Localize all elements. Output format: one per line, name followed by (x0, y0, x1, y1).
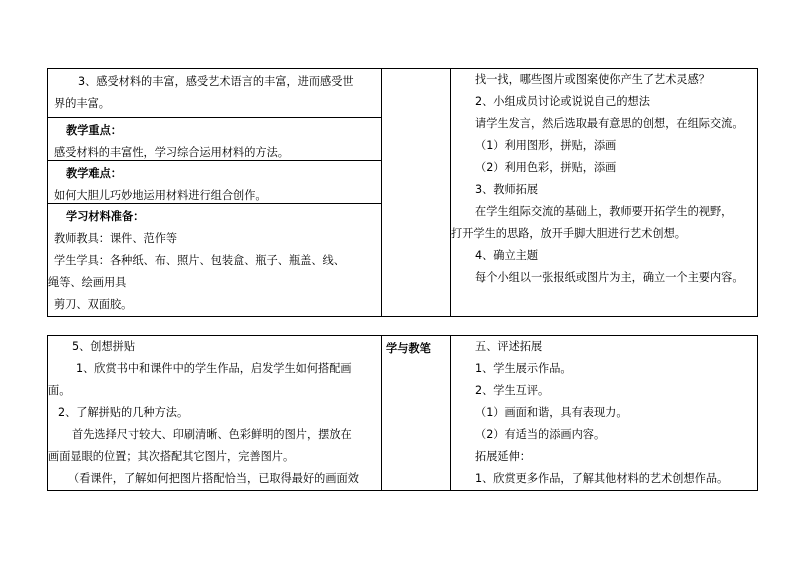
lesson-table-top (47, 68, 758, 317)
text-line: （1）画面和谐，具有表现力。 (475, 406, 628, 419)
text-line: 拓展延伸： (475, 450, 531, 463)
middle-column (382, 69, 451, 317)
text-line: （2）利用色彩，拼贴，添画 (475, 161, 617, 174)
text-line: （1）利用图形，拼贴，添画 (475, 139, 617, 152)
text-line: 绳等、绘画用具 (48, 276, 127, 289)
middle-label (382, 69, 450, 73)
text-line: 请学生发言，然后选取最有意思的创想，在组际交流。 (475, 117, 744, 130)
text-line: 教师教具：课件、范作等 (54, 232, 178, 245)
text-line: 3、感受材料的丰富，感受艺术语言的丰富，进而感受世 (78, 75, 354, 88)
text-line: 2、小组成员讨论或说说自己的想法 (475, 95, 650, 108)
text-line: 4、确立主题 (475, 249, 539, 262)
objective-block (48, 69, 381, 118)
text-line: 如何大胆儿巧妙地运用材料进行组合创作。 (54, 189, 267, 202)
materials-block (48, 204, 381, 316)
text-line: 1、学生展示作品。 (475, 362, 572, 375)
text-line: 学生学具：各种纸、布、照片、包装盒、瓶子、瓶盖、线、 (54, 254, 345, 267)
text-line: 找一找，哪些图片或图案使你产生了艺术灵感？ (475, 73, 710, 86)
text-line: 打开学生的思路，放开手脚大胆进行艺术创想。 (451, 227, 686, 240)
section-heading: 教学重点： (66, 124, 122, 137)
section-heading: 教学难点： (66, 167, 122, 180)
text-line: 界的丰富。 (54, 97, 110, 110)
text-line: （2）有适当的添画内容。 (475, 428, 606, 441)
text-line: 5、创想拼贴 (72, 340, 136, 353)
text-line: 首先选择尺寸较大、印刷清晰、色彩鲜明的图片，摆放在 (72, 428, 352, 441)
text-line: 3、教师拓展 (475, 183, 539, 196)
text-line: 2、了解拼贴的几种方法。 (58, 406, 189, 419)
section-heading: 学习材料准备： (66, 210, 145, 223)
text-line: 1、欣赏更多作品，了解其他材料的艺术创想作品。 (475, 472, 729, 485)
text-line: 1、欣赏书中和课件中的学生作品，启发学生如何搭配画 (76, 362, 352, 375)
left-column (48, 69, 382, 317)
key-points-block (48, 118, 381, 161)
right-column (451, 336, 758, 491)
difficulties-block (48, 161, 381, 204)
text-line: 2、学生互评。 (475, 384, 550, 397)
text-line: 在学生组际交流的基础上，教师要开拓学生的视野， (475, 205, 733, 218)
text-line: 剪刀、双面胶。 (54, 298, 133, 311)
text-line: 每个小组以一张报纸或图片为主，确立一个主要内容。 (475, 271, 744, 284)
text-line: （看课件，了解如何把图片搭配恰当，已取得最好的画面效 (68, 472, 359, 485)
right-column (451, 69, 758, 317)
text-line: 画面显眼的位置；其次搭配其它图片，完善图片。 (48, 450, 295, 463)
text-line: 感受材料的丰富性，学习综合运用材料的方法。 (54, 146, 289, 159)
middle-column (382, 336, 451, 491)
text-line: 面。 (48, 384, 71, 397)
text-line: 五、评述拓展 (475, 340, 543, 353)
lesson-table-bottom (47, 335, 758, 491)
middle-label: 学与教笔 (386, 342, 431, 355)
left-column (48, 336, 382, 491)
